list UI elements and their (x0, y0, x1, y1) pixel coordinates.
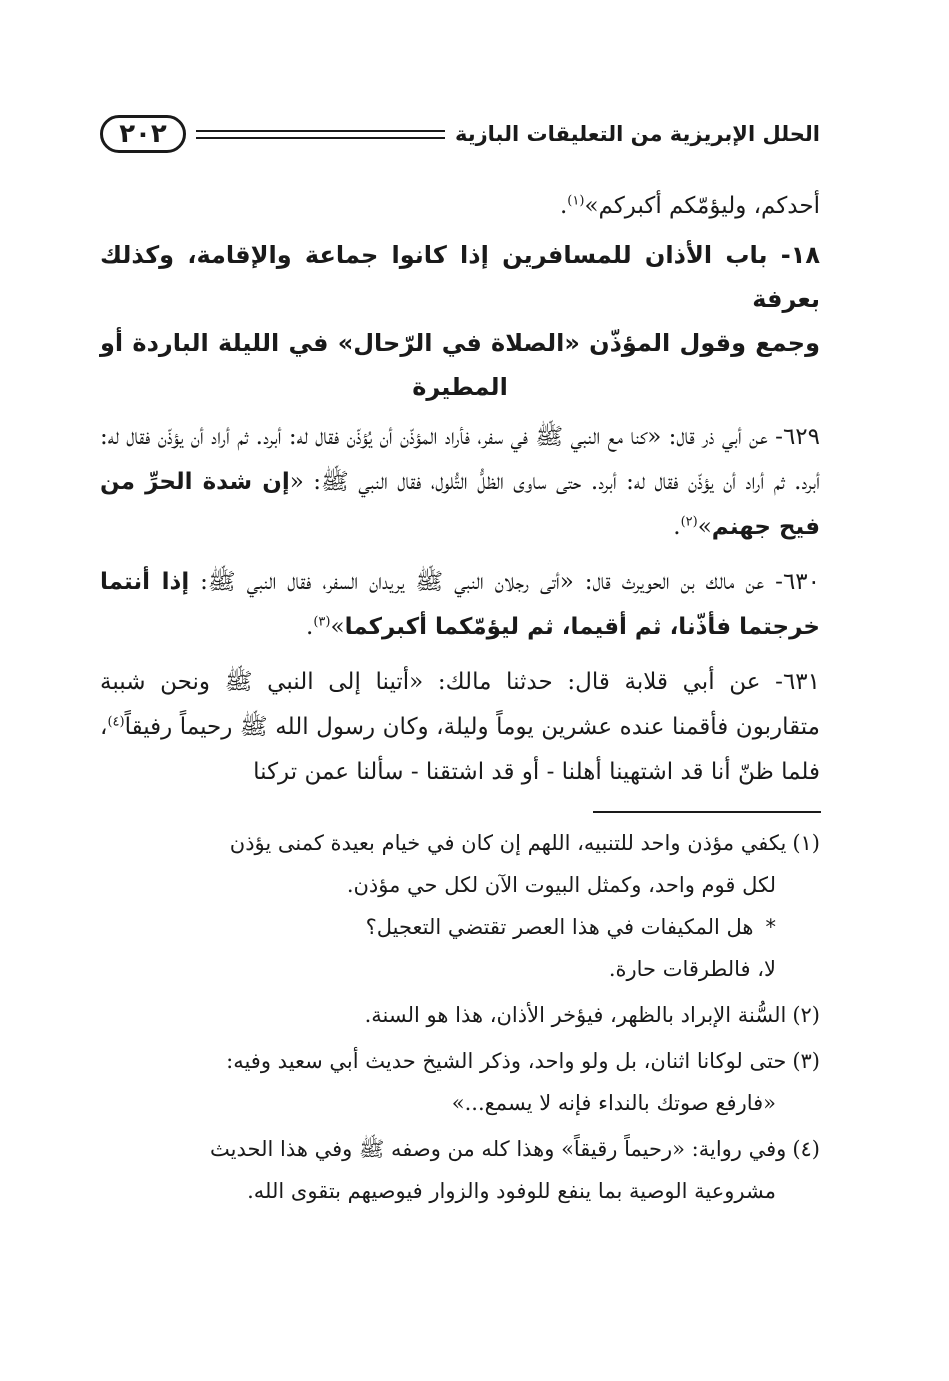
hadith-630: ٦٣٠- عن مالك بن الحويرث قال: «أتى رجلان النبي ﷺ يريدان السفر، فقال النبي ﷺ: إذا أنتما خرجتما فأذّنا، ثم أقيما، ثم ليؤمّكما أكبركما»$^{(٣)}$. (100, 569, 820, 640)
hadith-631 (100, 660, 820, 795)
hadith-631-text-2: ، فلما ظنّ أنا قد اشتهينا أهلنا - أو قد اشتقنا - سألنا عمن تركنا (100, 714, 820, 785)
footnote-3-line-2: «فارفع صوتك بالنداء فإنه لا يسمع...» (451, 1091, 776, 1115)
footnote-3-line-1: حتى لوكانا اثنان، بل ولو واحد، وذكر الشيخ حديث أبي سعيد وفيه: (226, 1049, 787, 1073)
footnote-1-question (100, 906, 820, 948)
continuation-line: أحدكم، وليؤمّكم أكبركم»$^{(١)}$. (559, 193, 820, 219)
footnote-1 (100, 822, 820, 990)
hadith-630-close: » (330, 614, 345, 640)
book-title: الحلل الإبريزية من التعليقات البازية (454, 122, 820, 146)
main-text (100, 184, 820, 795)
hadith-629-close: » (697, 514, 712, 540)
running-header (100, 112, 820, 156)
footnote-ref-3: (٣) (313, 614, 331, 630)
hadith-629-text: ٦٢٩- عن أبي ذر قال: «كنا مع النبي ﷺ في سفر، فأراد المؤذّن أن يُؤذّن فقال له: أبرد. ثم أراد أن يؤذّن فقال له: أبرد. ثم أراد أن يؤذّن فقال له: أبرد. حتى ساوى الظلُّ التُّلول، فقال النبي ﷺ: « (100, 424, 820, 495)
footnotes (100, 822, 820, 1216)
footnote-2-number: (٢) (792, 1003, 820, 1027)
footnote-ref-4: (٤) (107, 714, 125, 730)
footnote-2-text: السُّنة الإبراد بالظهر، فيؤخر الأذان، هذا هو السنة. (364, 1003, 787, 1027)
footnote-1-answer: لا، فالطرقات حارة. (608, 957, 776, 981)
footnote-separator (593, 811, 821, 813)
hadith-631-text-1: ٦٣١- عن أبي قلابة قال: حدثنا مالك: «أتينا إلى النبي ﷺ ونحن شببة متقاربون فأقمنا عنده عشرين يوماً وليلة، وكان رسول الله ﷺ رحيماً رفيقاً (100, 669, 820, 740)
footnote-1-line-1: يكفي مؤذن واحد للتنبيه، اللهم إن كان في خيام بعيدة كمنى يؤذن (229, 831, 787, 855)
hadith-630-bold: إذا أنتما خرجتما فأذّنا، ثم أقيما، ثم ليؤمّكما أكبركما (100, 569, 820, 640)
footnote-3 (100, 1040, 820, 1124)
chapter-heading-line-1: ١٨- باب الأذان للمسافرين إذا كانوا جماعة والإقامة، وكذلك بعرفة (100, 241, 820, 313)
footnote-1-line-2: لكل قوم واحد، وكمثل البيوت الآن لكل حي مؤذن. (346, 873, 776, 897)
footnote-4-line-2: مشروعية الوصية بما ينفع للوفود والزوار فيوصيهم بتقوى الله. (247, 1179, 776, 1203)
chapter-heading-line-2: وجمع وقول المؤذّن «الصلاة في الرّحال» في الليلة الباردة أو المطيرة (100, 329, 820, 401)
footnote-4 (100, 1128, 820, 1212)
footnote-3-number: (٣) (792, 1049, 820, 1073)
hadith-630-text: ٦٣٠- عن مالك بن الحويرث قال: «أتى رجلان النبي ﷺ يريدان السفر، فقال النبي ﷺ: (189, 569, 820, 595)
question-text: هل المكيفات في هذا العصر تقتضي التعجيل؟ (365, 915, 754, 939)
footnote-4-number: (٤) (792, 1137, 820, 1161)
footnote-4-line-1: وفي رواية: «رحيماً رقيقاً» وهذا كله من وصفه ﷺ وفي هذا الحديث (210, 1137, 787, 1161)
hadith-629: ٦٢٩- عن أبي ذر قال: «كنا مع النبي ﷺ في سفر، فأراد المؤذّن أن يُؤذّن فقال له: أبرد. ثم أراد أن يؤذّن فقال له: أبرد. ثم أراد أن يؤذّن فقال له: أبرد. حتى ساوى الظلُّ التُّلول، فقال النبي ﷺ: «إن شدة الحرِّ من فيح جهنم»$^{(٢)}$. (100, 424, 820, 540)
continuation-text: أحدكم، وليؤمّكم أكبركم» (584, 193, 820, 219)
page-number: ٢٠٢ (100, 115, 186, 153)
header-double-rule (196, 130, 445, 139)
footnote-1-number: (١) (792, 831, 820, 855)
star-icon: * (765, 915, 776, 939)
footnote-ref-1: (١) (567, 193, 585, 209)
footnote-ref-2: (٢) (680, 514, 698, 530)
chapter-heading (100, 233, 820, 409)
footnote-2 (100, 994, 820, 1036)
hadith-629-bold: إن شدة الحرِّ من فيح جهنم (100, 469, 820, 540)
